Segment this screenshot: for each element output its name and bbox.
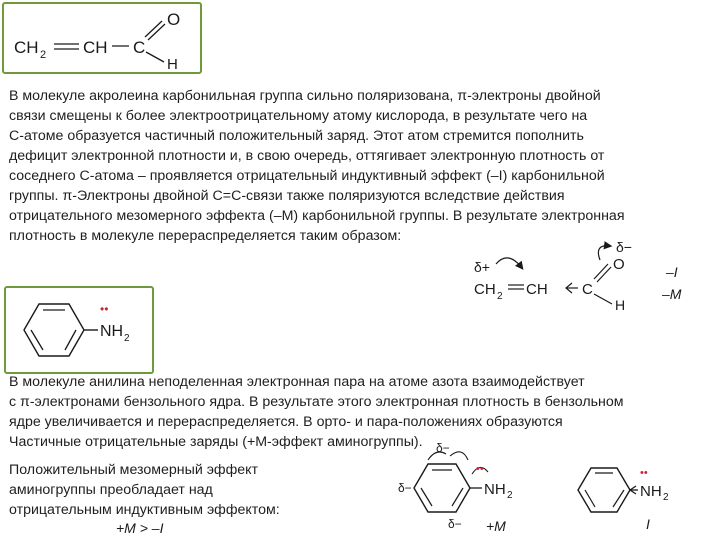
ring-double-bond — [613, 490, 624, 507]
text-line: отрицательным индуктивным эффектом: — [9, 502, 280, 518]
inductive-nh-subscript: 2 — [663, 492, 669, 503]
text-line: группы. π-Электроны двойной С=С-связи также поляризуются вследствие действия — [9, 188, 565, 204]
effect-comparison: +M > –I — [116, 520, 164, 536]
lone-pair-dots: •• — [640, 467, 648, 479]
polarized-hydrogen-label: H — [615, 297, 626, 313]
polarized-ch2-label: CH — [474, 281, 496, 298]
aniline-structure-diagram — [6, 288, 152, 372]
lone-pair-dots: •• — [476, 463, 484, 475]
inductive-effect-label: I — [646, 516, 650, 532]
polarized-carbonyl-bond-1 — [594, 264, 608, 279]
acrolein-ch2-subscript: 2 — [40, 49, 47, 61]
acrolein-carbon-label: C — [133, 38, 146, 57]
aniline-inductive-diagram — [572, 454, 682, 524]
lone-pair-dots: •• — [100, 302, 109, 316]
inductive-effect-label: –I — [666, 264, 678, 280]
text-line: В молекуле акролеина карбонильная группа сильно поляризована, π-электроны двойной — [9, 88, 601, 104]
resonance-nh-label: NH — [484, 481, 506, 498]
polarized-ch2-subscript: 2 — [497, 291, 503, 302]
acrolein-hydrogen-label: H — [167, 56, 178, 73]
curved-arrow-icon — [496, 258, 522, 268]
polarized-carbon-label: C — [582, 281, 593, 298]
aniline-resonance-diagram — [392, 440, 532, 540]
polarized-acrolein-diagram — [460, 234, 660, 320]
text-line: С-атоме образуется частичный положительный заряд. Этот атом стремится пополнить — [9, 128, 584, 144]
ch-bond-line — [146, 52, 164, 62]
text-line: Частичные отрицательные заряды (+M-эффект аминогруппы). — [9, 434, 423, 450]
positive-mesomeric-label: +M — [486, 518, 506, 534]
text-line: дефицит электронной плотности и, в свою очередь, оттягивает электронную плотность от — [9, 148, 605, 164]
benzene-ring-icon — [578, 468, 630, 512]
text-line: Положительный мезомерный эффект — [9, 462, 259, 478]
aniline-explanation-paragraph — [9, 372, 709, 452]
text-line: ядре увеличивается и перераспределяется. В орто- и пара-положениях образуются — [9, 414, 563, 430]
ring-double-bond — [31, 330, 43, 350]
benzene-ring-icon — [414, 464, 470, 512]
resonance-nh-subscript: 2 — [507, 490, 513, 501]
polarized-ch-bond — [594, 294, 612, 304]
aniline-structure-box — [4, 286, 154, 374]
text-line: отрицательного мезомерного эффекта (–M) карбонильной группы. В результате электронная — [9, 208, 625, 224]
aniline-nh-label: NH — [100, 323, 124, 340]
benzene-ring-icon — [24, 304, 84, 356]
mesomeric-effect-label: –M — [662, 286, 682, 302]
text-line: связи смещены к более электроотрицательному атому кислорода, в результате чего на — [9, 108, 588, 124]
acrolein-ch2-label: CH — [14, 38, 39, 57]
delta-minus-label: δ− — [398, 481, 412, 495]
polarized-ch-label: CH — [526, 281, 548, 298]
resonance-arrow-icon — [450, 452, 468, 460]
aniline-nh-subscript: 2 — [124, 333, 130, 344]
acrolein-structure-box — [2, 2, 202, 74]
polarized-carbonyl-bond-2 — [597, 267, 611, 282]
carbonyl-curved-arrow-icon — [598, 246, 610, 260]
acrolein-ch-label: CH — [83, 38, 108, 57]
text-line: соседнего С-атома – проявляется отрицательный индуктивный эффект (–I) карбонильной — [9, 168, 605, 184]
acrolein-oxygen-label: O — [167, 10, 181, 29]
text-line: с π-электронами бензольного ядра. В результате этого электронная плотность в бензольном — [9, 394, 624, 410]
conclusion-paragraph — [9, 460, 329, 520]
delta-minus-label: δ− — [436, 441, 450, 455]
inductive-nh-label: NH — [640, 483, 662, 500]
acrolein-structure-diagram — [4, 4, 200, 72]
delta-plus-label: δ+ — [474, 259, 490, 275]
text-line: аминогруппы преобладает над — [9, 482, 213, 498]
text-line: плотность в молекуле перераспределяется таким образом: — [9, 228, 402, 244]
text-line: В молекуле анилина неподеленная электронная пара на атоме азота взаимодействует — [9, 374, 585, 390]
acrolein-explanation-paragraph — [9, 86, 709, 246]
delta-minus-label: δ− — [448, 517, 462, 531]
delta-minus-label: δ− — [616, 239, 632, 255]
polarized-oxygen-label: O — [613, 256, 625, 273]
